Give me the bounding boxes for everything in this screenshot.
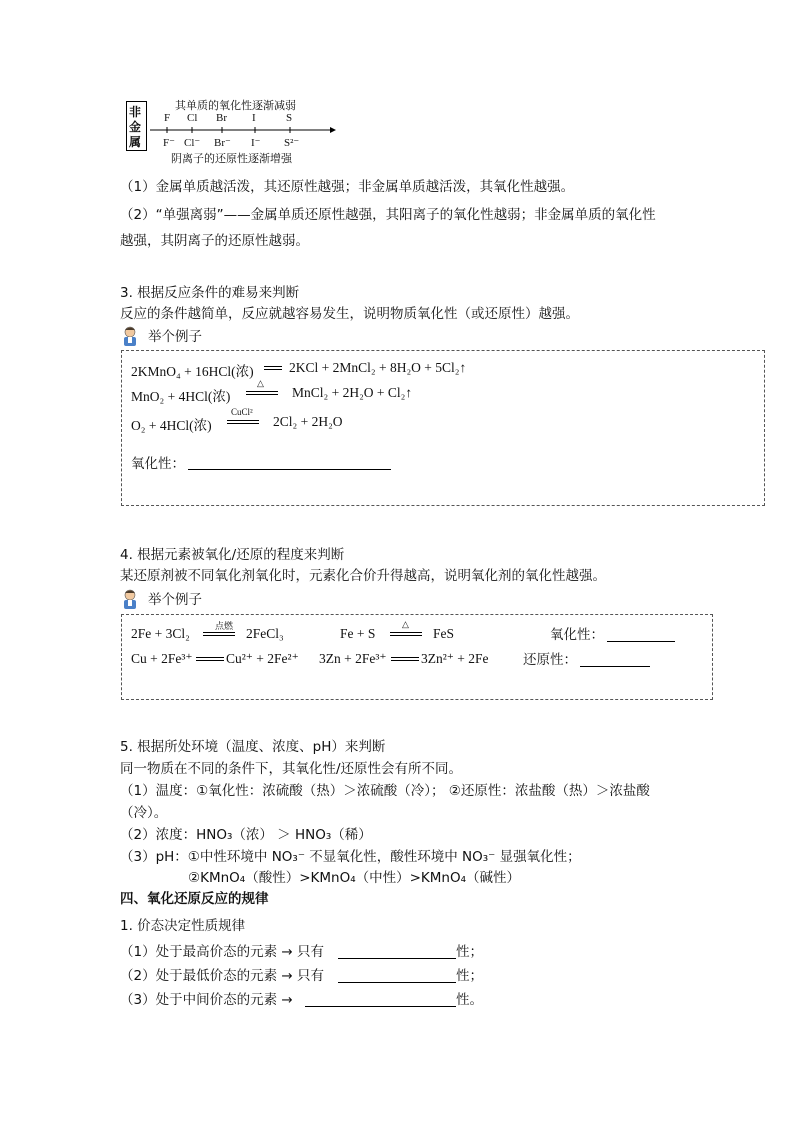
rule2-suffix: 性； — [456, 968, 483, 984]
sec4-example-label: 举个例子 — [148, 592, 202, 608]
sec4-ox-label: 氧化性： — [550, 627, 604, 643]
sec3-eq2-equals — [246, 391, 278, 395]
sec5-temp-line1: （1）温度：①氧化性：浓硫酸（热）＞浓硫酸（冷）； ②还原性：浓盐酸（热）＞浓盐酸 — [120, 783, 650, 799]
element-Br: Br — [216, 112, 227, 124]
para2-line2: 越强，其阴离子的还原性越弱。 — [120, 233, 309, 249]
bottom-caption: 阴离子的还原性逐渐增强 — [171, 153, 292, 165]
element-I: I — [252, 112, 256, 124]
sec4-eq2-equals — [390, 632, 422, 636]
rule3-text: （3）处于中间价态的元素 → — [120, 992, 293, 1008]
ion-I: I⁻ — [251, 137, 261, 149]
sec4-eq3-left: Cu + 2Fe³⁺ — [131, 651, 193, 666]
ion-Br: Br⁻ — [214, 137, 231, 149]
sec-iv-heading: 四、氧化还原反应的规律 — [120, 891, 269, 907]
sec3-eq3-condition: CuCl² — [231, 407, 253, 417]
sec4-eq1-left: 2Fe + 3Cl₂ — [131, 626, 190, 641]
element-S: S — [286, 112, 293, 124]
sec4-eq3-equals — [196, 657, 224, 661]
rule3-blank[interactable] — [305, 992, 456, 1007]
para2-line1: （2）“单强离弱”——金属单质还原性越强，其阳离子的氧化性越弱；非金属单质的氧化性 — [120, 207, 656, 223]
sec5-conc: （2）浓度：HNO₃（浓） ＞ HNO₃（稀） — [120, 827, 372, 843]
sec3-eq1-right: 2KCl + 2MnCl₂ + 8H₂O + 5Cl₂↑ — [289, 360, 467, 375]
sec4-eq1-condition: 点燃 — [215, 621, 234, 631]
sec4-eq2-right: FeS — [433, 626, 455, 641]
sec3-answer-blank[interactable] — [188, 455, 391, 470]
element-F: F — [164, 112, 171, 124]
side-label-3: 属 — [129, 135, 142, 149]
sec3-eq1-left: 2KMnO₄ + 16HCl(浓) — [131, 364, 254, 379]
sec5-ph-line2: ②KMnO₄（酸性）>KMnO₄（中性）>KMnO₄（碱性） — [188, 870, 521, 886]
side-label-1: 非 — [129, 105, 142, 119]
sec3-eq2-right: MnCl₂ + 2H₂O + Cl₂↑ — [292, 385, 413, 400]
sec4-eq1-equals — [203, 632, 235, 636]
sec4-eq2-left: Fe + S — [340, 626, 376, 641]
element-Cl: Cl — [187, 112, 198, 124]
para1: （1）金属单质越活泼，其还原性越强；非金属单质越活泼，其氧化性越强。 — [120, 179, 575, 195]
side-label-2: 金 — [129, 120, 142, 134]
sec3-eq3-right: 2Cl₂ + 2H₂O — [273, 414, 343, 429]
rule1-text: （1）处于最高价态的元素 → 只有 — [120, 944, 324, 960]
sec3-heading: 3. 根据反应条件的难易来判断 — [120, 285, 300, 301]
sec5-heading: 5. 根据所处环境（温度、浓度、pH）来判断 — [120, 739, 386, 755]
sec5-temp-line2: （冷）。 — [120, 805, 168, 821]
sec5-ph-line1: （3）pH：①中性环境中 NO₃⁻ 不显氧化性，酸性环境中 NO₃⁻ 显强氧化性； — [120, 849, 581, 865]
sec3-answer-label: 氧化性： — [131, 456, 185, 472]
rule2-blank[interactable] — [338, 968, 456, 983]
sec3-eq3-left: O₂ + 4HCl(浓) — [131, 418, 212, 433]
ion-F: F⁻ — [163, 137, 175, 149]
sec4-eq2-condition: △ — [402, 619, 409, 629]
sec4-eq4-left: 3Zn + 2Fe³⁺ — [319, 651, 387, 666]
rule3-suffix: 性。 — [456, 992, 483, 1008]
sec3-example-label: 举个例子 — [148, 329, 202, 345]
sec3-eq2-left: MnO₂ + 4HCl(浓) — [131, 389, 231, 404]
sec5-desc: 同一物质在不同的条件下，其氧化性/还原性会有所不同。 — [120, 761, 463, 777]
example-icon — [120, 326, 140, 346]
sec4-red-label: 还原性： — [523, 652, 577, 668]
sec4-ox-blank[interactable] — [607, 627, 675, 642]
trend-arrow — [150, 124, 336, 136]
sec3-eq2-condition: △ — [257, 378, 264, 388]
sec4-eq3-right: Cu²⁺ + 2Fe²⁺ — [226, 651, 299, 666]
sec4-eq1-right: 2FeCl₃ — [246, 626, 284, 641]
sec4-desc: 某还原剂被不同氧化剂氧化时，元素化合价升得越高，说明氧化剂的氧化性越强。 — [120, 568, 606, 584]
rule1-suffix: 性； — [456, 944, 483, 960]
sec4-heading: 4. 根据元素被氧化/还原的程度来判断 — [120, 547, 345, 563]
rule2-text: （2）处于最低价态的元素 → 只有 — [120, 968, 324, 984]
rule1-blank[interactable] — [338, 944, 456, 959]
sec4-eq4-right: 3Zn²⁺ + 2Fe — [421, 651, 489, 666]
ion-S: S²⁻ — [284, 137, 300, 149]
top-caption: 其单质的氧化性逐渐减弱 — [175, 100, 296, 112]
example-icon — [120, 589, 140, 609]
sec3-desc: 反应的条件越简单，反应就越容易发生，说明物质氧化性（或还原性）越强。 — [120, 306, 579, 322]
ion-Cl: Cl⁻ — [184, 137, 201, 149]
sec4-eq4-equals — [391, 657, 419, 661]
sec-iv-sub: 1. 价态决定性质规律 — [120, 918, 246, 934]
sec3-eq3-equals — [227, 420, 259, 424]
sec4-red-blank[interactable] — [580, 652, 650, 667]
sec3-eq1-equals — [264, 366, 282, 370]
